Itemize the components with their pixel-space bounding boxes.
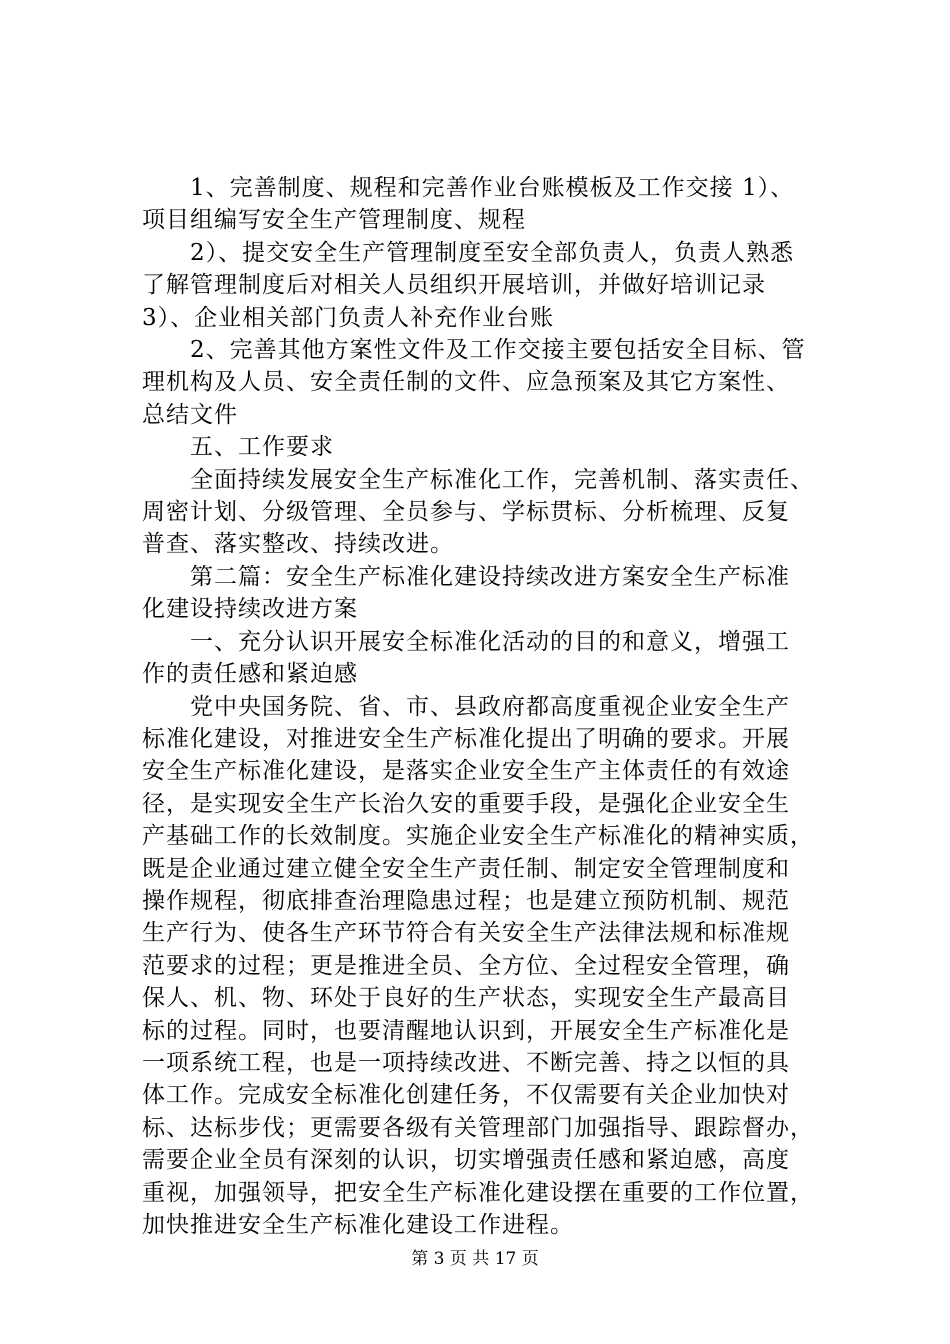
text-line: 标准化建设，对推进安全生产标准化提出了明确的要求。开展 (142, 725, 790, 752)
text-line: 一项系统工程，也是一项持续改进、不断完善、持之以恒的具 (142, 1049, 790, 1076)
document-body (142, 172, 812, 1241)
text-line: 标、达标步伐；更需要各级有关管理部门加强指导、跟踪督办， (142, 1114, 814, 1141)
text-line: 生产行为、使各生产环节符合有关安全生产法律法规和标准规 (142, 920, 790, 947)
text-line: 总结文件 (142, 401, 238, 428)
text-line: 一、充分认识开展安全标准化活动的目的和意义，增强工 (142, 628, 790, 655)
text-line: 产基础工作的长效制度。实施企业安全生产标准化的精神实质， (142, 823, 814, 850)
text-line: 径，是实现安全生产长治久安的重要手段，是强化企业安全生 (142, 790, 790, 817)
page-number-footer: 第 3 页 共 17 页 (411, 1249, 539, 1269)
text-line: 第二篇：安全生产标准化建设持续改进方案安全生产标准 (142, 563, 790, 590)
text-line: 保人、机、物、环处于良好的生产状态，实现安全生产最高目 (142, 985, 790, 1012)
text-line: 作的责任感和紧迫感 (142, 661, 358, 688)
section-heading-work-requirements (142, 431, 812, 463)
text-line: 范要求的过程；更是推进全员、全方位、全过程安全管理，确 (142, 952, 790, 979)
paragraph-3 (142, 334, 812, 431)
paragraph-1 (142, 172, 812, 237)
text-line: 1、完善制度、规程和完善作业台账模板及工作交接 1）、 (142, 175, 795, 201)
text-line: 2、完善其他方案性文件及工作交接主要包括安全目标、管 (142, 337, 806, 364)
text-line: 重视，加强领导，把安全生产标准化建设摆在重要的工作位置， (142, 1179, 814, 1206)
text-line: 操作规程，彻底排查治理隐患过程；也是建立预防机制、规范 (142, 887, 790, 914)
section-heading-one (142, 626, 812, 691)
text-line: 安全生产标准化建设，是落实企业安全生产主体责任的有效途 (142, 758, 790, 785)
text-line: 普查、落实整改、持续改进。 (142, 531, 454, 558)
paragraph-2 (142, 237, 812, 334)
text-line: 了解管理制度后对相关人员组织开展培训，并做好培训记录 (142, 272, 766, 299)
text-line: 五、工作要求 (142, 434, 334, 461)
text-line: 加快推进安全生产标准化建设工作进程。 (142, 1212, 574, 1238)
text-line: 化建设持续改进方案 (142, 596, 358, 623)
paragraph-5 (142, 464, 812, 561)
text-line: 党中央国务院、省、市、县政府都高度重视企业安全生产 (142, 693, 790, 720)
text-line: 3）、企业相关部门负责人补充作业台账 (142, 304, 555, 331)
text-line: 项目组编写安全生产管理制度、规程 (142, 207, 526, 234)
chapter-heading-part-two (142, 561, 812, 626)
text-line: 全面持续发展安全生产标准化工作，完善机制、落实责任、 (142, 466, 814, 493)
paragraph-8 (142, 691, 812, 1242)
text-line: 周密计划、分级管理、全员参与、学标贯标、分析梳理、反复 (142, 499, 790, 526)
text-line: 2）、提交安全生产管理制度至安全部负责人，负责人熟悉 (142, 239, 795, 266)
text-line: 既是企业通过建立健全安全生产责任制、制定安全管理制度和 (142, 855, 790, 882)
text-line: 需要企业全员有深刻的认识，切实增强责任感和紧迫感，高度 (142, 1147, 790, 1174)
text-line: 理机构及人员、安全责任制的文件、应急预案及其它方案性、 (142, 369, 790, 396)
text-line: 标的过程。同时，也要清醒地认识到，开展安全生产标准化是 (142, 1017, 790, 1044)
text-line: 体工作。完成安全标准化创建任务，不仅需要有关企业加快对 (142, 1082, 790, 1109)
